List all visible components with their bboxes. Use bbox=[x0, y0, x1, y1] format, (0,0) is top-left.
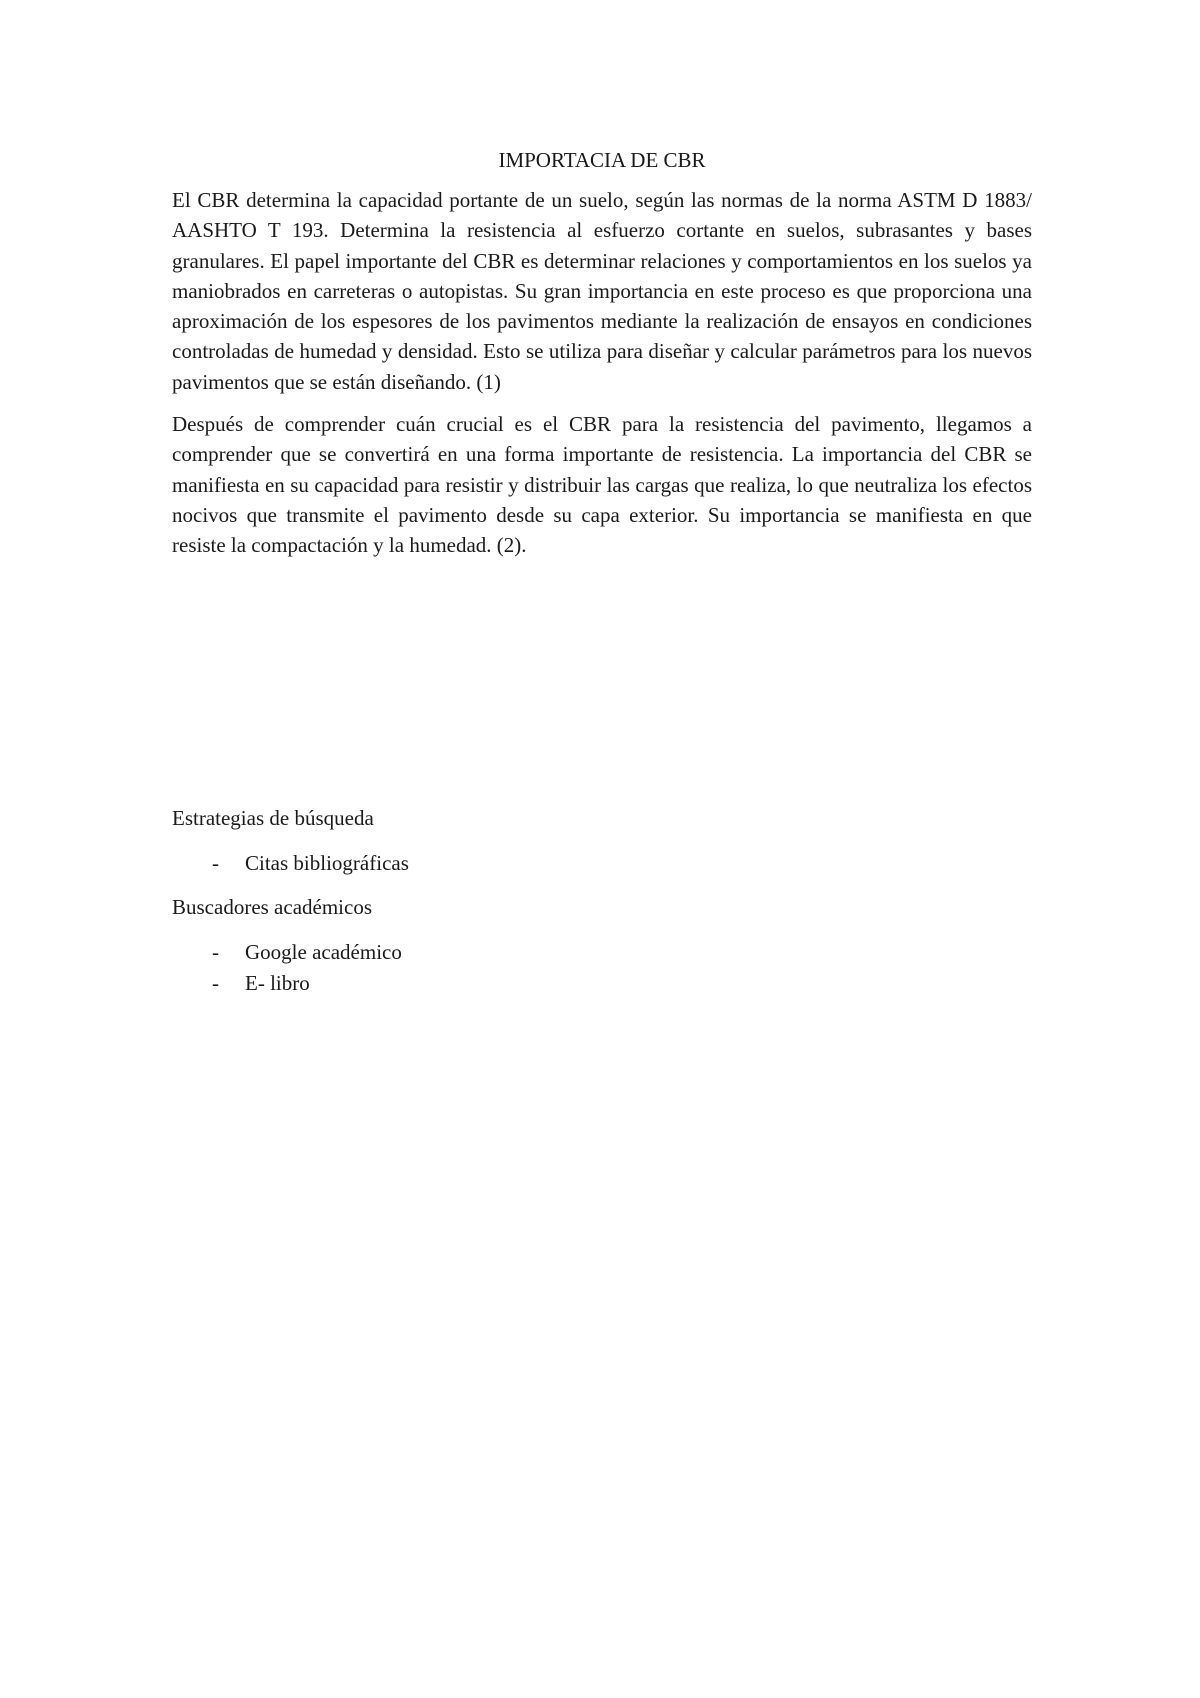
academic-search-engines-list bbox=[172, 937, 1032, 998]
list-item-text: Google académico bbox=[245, 940, 402, 965]
document-content bbox=[172, 145, 1032, 1012]
academic-search-engines-label: Buscadores académicos bbox=[172, 895, 373, 920]
list-item-text: E- libro bbox=[245, 970, 310, 995]
paragraph-2: Después de comprender cuán crucial es el CBR para la resistencia del pavimento, llegamos a comprender que se convertirá en una forma importante de resistencia. La importancia del CBR se manifiesta en su capacidad para resistir y distribuir las cargas que realiza, lo que neutraliza los efectos nocivos que transmite el pavimento desde su capa exterior. Su importancia se manifiesta en que resiste la compactación y la humedad. (2). bbox=[172, 412, 1032, 558]
bullet-dash: - bbox=[212, 970, 219, 995]
search-strategies-list bbox=[172, 848, 1032, 878]
list-item-text: Citas bibliográficas bbox=[245, 850, 409, 875]
bullet-dash: - bbox=[212, 850, 219, 875]
blank-space bbox=[172, 573, 1032, 803]
list-item bbox=[172, 937, 1032, 967]
document-title: IMPORTACIA DE CBR bbox=[498, 148, 706, 172]
list-item bbox=[172, 968, 1032, 998]
paragraph-1: El CBR determina la capacidad portante de un suelo, según las normas de la norma ASTM D 1883/ AASHTO T 193. Determina la resistencia al esfuerzo cortante en suelos, subrasantes y bases granulares. El papel importante del CBR es determinar relaciones y comportamientos en los suelos ya maniobrados en carreteras o autopistas. Su gran importancia en este proceso es que proporciona una aproximación de los espesores de los pavimentos mediante la realización de ensayos en condiciones controladas de humedad y densidad. Esto se utiliza para diseñar y calcular parámetros para los nuevos pavimentos que se están diseñando. (1) bbox=[172, 188, 1032, 394]
bullet-dash: - bbox=[212, 940, 219, 965]
search-strategies-label: Estrategias de búsqueda bbox=[172, 805, 374, 830]
list-item bbox=[172, 848, 1032, 878]
